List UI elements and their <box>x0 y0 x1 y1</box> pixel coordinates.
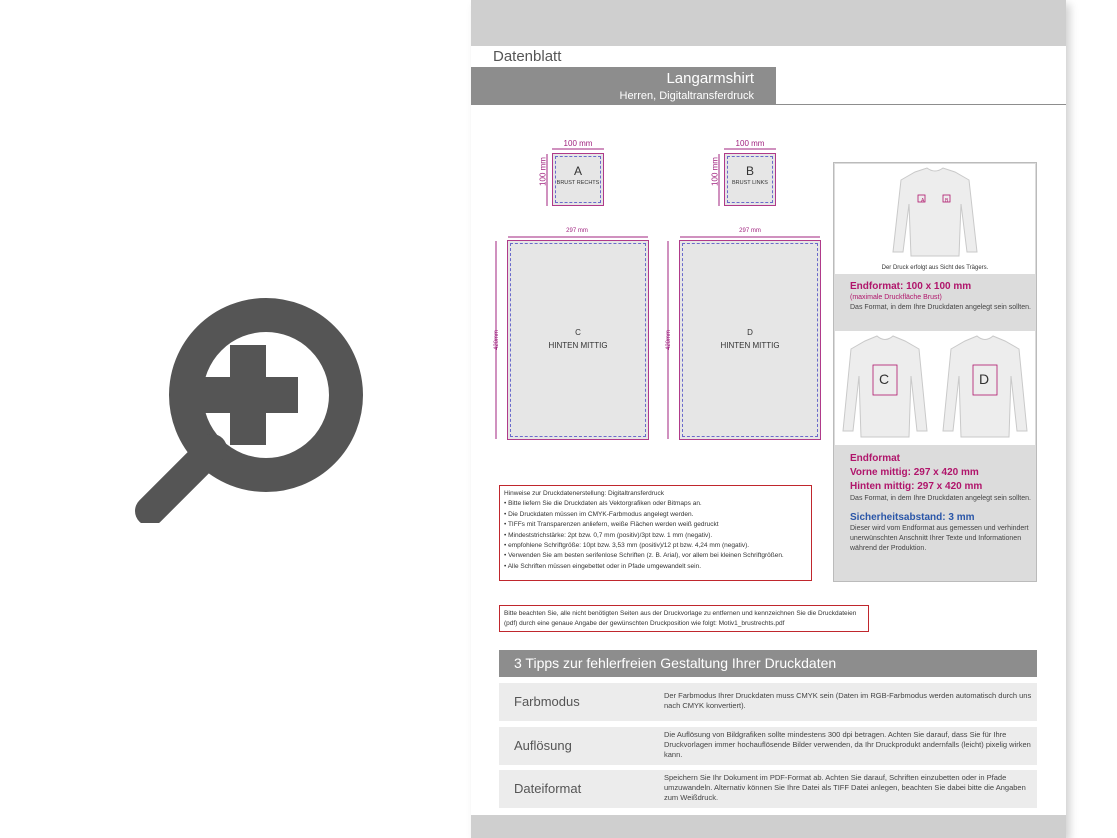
back-letter-d: D <box>979 371 990 387</box>
dim-b-arrow-v <box>716 153 722 207</box>
footer-band <box>471 815 1066 838</box>
placement-c-letter: C <box>575 328 581 337</box>
tips-heading: 3 Tipps zur fehlerfreien Gestaltung Ihrer Druckdaten <box>499 650 1037 677</box>
placement-c-name: HINTEN MITTIG <box>548 341 608 350</box>
hint-item: • TIFFs mit Transparenzen anliefern, weiße Flächen werden weiß gedruckt <box>504 521 719 529</box>
placement-c <box>507 240 649 440</box>
dim-a-width: 100 mm <box>563 139 593 148</box>
dim-c-arrow-v <box>493 240 499 440</box>
hint-item: • Alle Schriften müssen eingebettet oder in Pfade umgewandelt sein. <box>504 562 702 570</box>
format1-sub: (maximale Druckfläche Brust) <box>850 294 942 301</box>
placement-d <box>679 240 821 440</box>
dim-b-height: 100 mm <box>710 157 720 186</box>
placement-d-letter: D <box>747 328 753 337</box>
placement-b-letter: B <box>745 164 754 178</box>
format2-title: Endformat <box>850 453 900 464</box>
format1-text: Das Format, in dem Ihre Druckdaten angelegt sein sollten. <box>850 304 1031 311</box>
print-caption: Der Druck erfolgt aus Sicht des Trägers. <box>881 265 989 271</box>
product-title: Langarmshirt <box>666 70 754 87</box>
zoom-in-icon[interactable] <box>128 283 368 523</box>
format2-line1: Vorne mittig: 297 x 420 mm <box>850 467 979 478</box>
tip-text: Speichern Sie Ihr Dokument im PDF-Format ab. Achten Sie darauf, Schriften einzubetten oder in Pfade umzuwandeln. Alternativ können Sie Ihre Datei als TIFF Datei anlegen, beachten Sie dabei bitte die Angaben zum Weißdruck. <box>664 773 1026 802</box>
info-panel <box>833 162 1037 582</box>
tip-text: Der Farbmodus Ihrer Druckdaten muss CMYK sein (Daten im RGB-Farbmodus werden automatisch durch uns nach CMYK konvertiert). <box>664 691 1032 710</box>
front-marker-a: A <box>921 198 925 204</box>
dim-d-width: 297 mm <box>739 228 761 234</box>
title-bar <box>471 67 776 105</box>
format2-line2: Hinten mittig: 297 x 420 mm <box>850 481 983 492</box>
dim-c-height: 420mm <box>494 330 500 351</box>
front-shirt-icon <box>835 164 1035 262</box>
hints-title: Hinweise zur Druckdatenerstellung: Digitaltransferdruck <box>504 490 665 497</box>
tip-text: Die Auflösung von Bildgrafiken sollte mindestens 300 dpi betragen. Achten Sie darauf, dass Sie für Ihre Druckvorlagen immer hochauflösende Bilder verwenden, da Ihr Druckprodukt andernfalls (leicht) pixelig wirken kann. <box>664 730 1031 759</box>
placement-a-name: BRUST RECHTS <box>556 180 600 186</box>
safety-title: Sicherheitsabstand: 3 mm <box>850 512 975 523</box>
hint-item: • empfohlene Schriftgröße: 10pt bzw. 3,53 mm (positiv)/12 pt bzw. 4,24 mm (negativ). <box>504 542 750 550</box>
format2-text: Das Format, in dem Ihre Druckdaten angelegt sein sollten. <box>850 495 1031 502</box>
back-letter-c: C <box>879 371 890 387</box>
placement-a-letter: A <box>573 164 582 178</box>
tip-row <box>499 770 1037 808</box>
tip-row <box>499 683 1037 721</box>
product-subtitle: Herren, Digitaltransferdruck <box>619 90 754 102</box>
tip-key: Dateiformat <box>514 781 582 796</box>
dim-a-height: 100 mm <box>538 157 548 186</box>
dim-c-width: 297 mm <box>566 228 588 234</box>
front-shirt-area <box>835 164 1035 274</box>
back-shirts-icon <box>835 331 1035 445</box>
dim-b-width: 100 mm <box>735 139 765 148</box>
front-marker-b: B <box>945 198 949 204</box>
notice-text: Bitte beachten Sie, alle nicht benötigten Seiten aus der Druckvorlage zu entfernen und kennzeichnen Sie die Druckdateien (pdf) durch eine genaue Angabe der gewünschten Druckposition wie folgt: Motiv1_brustrechts.pdf <box>504 610 857 627</box>
notice-box <box>499 605 869 632</box>
dim-d-arrow-v <box>665 240 671 440</box>
dim-b-arrow <box>723 145 777 153</box>
datasheet-page <box>471 0 1066 838</box>
datasheet-tab: Datenblatt <box>471 46 591 67</box>
hints-box <box>499 485 812 581</box>
format1-title: Endformat: 100 x 100 mm <box>850 281 972 292</box>
tip-key: Auflösung <box>514 738 572 753</box>
dim-a-arrow <box>551 145 605 153</box>
tip-row <box>499 727 1037 765</box>
header-rule <box>776 104 1066 105</box>
placement-b-name: BRUST LINKS <box>732 180 768 186</box>
header-band <box>471 0 1066 46</box>
dim-d-height: 420mm <box>666 330 672 351</box>
back-shirt-area <box>835 331 1035 445</box>
hint-item: • Bitte liefern Sie die Druckdaten als Vektorgrafiken oder Bitmaps an. <box>504 500 702 508</box>
dim-a-arrow-v <box>544 153 550 207</box>
placement-d-name: HINTEN MITTIG <box>720 341 780 350</box>
hint-item: • Die Druckdaten müssen im CMYK-Farbmodus angelegt werden. <box>504 510 694 518</box>
tip-key: Farbmodus <box>514 694 580 709</box>
safety-text: Dieser wird vom Endformat aus gemessen und verhindert unerwünschten Anschnitt Ihrer Texte und Informationen während der Produktion. <box>850 525 1029 552</box>
hint-item: • Mindeststrichstärke: 2pt bzw. 0,7 mm (positiv)/3pt bzw. 1 mm (negativ). <box>504 531 713 539</box>
hint-item: • Verwenden Sie am besten serifenlose Schriften (z. B. Arial), vor allem bei kleinen Schriftgrößen. <box>504 552 784 560</box>
